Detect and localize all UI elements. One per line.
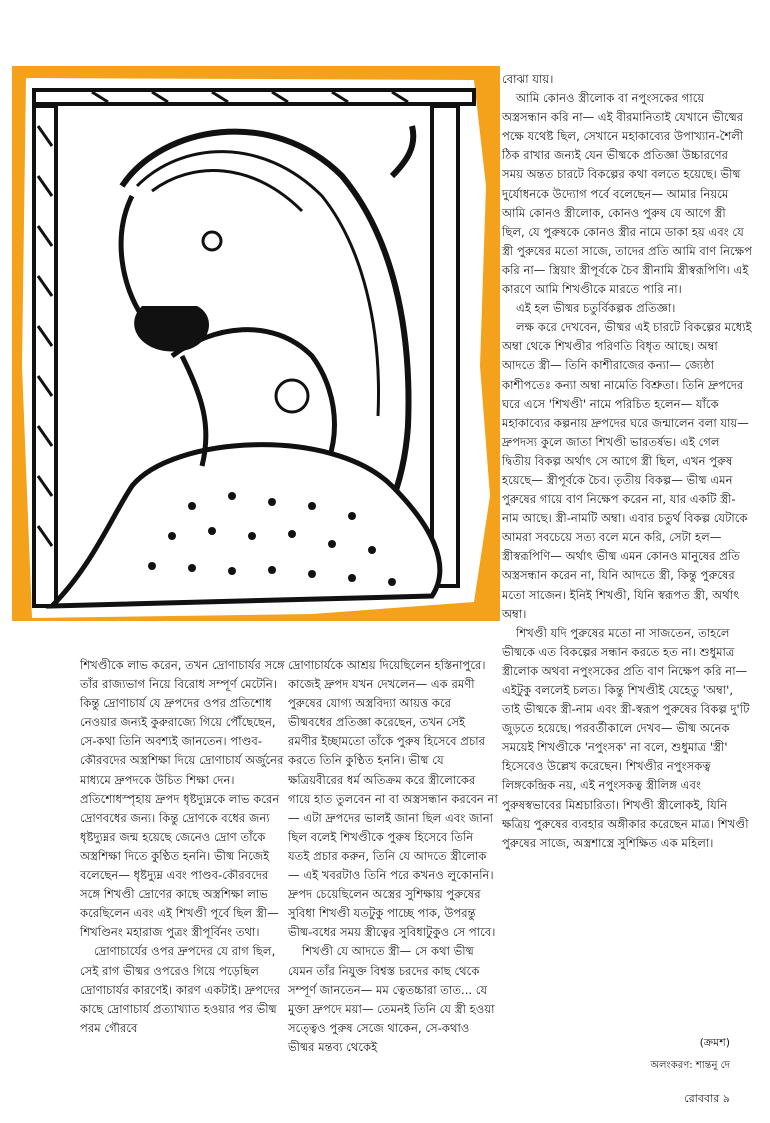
illustration-credit: অলংকরণ: শান্তনু দে [650,1060,730,1071]
paragraph: শিখণ্ডীকে লাভ করেন, তখন দ্রোণাচার্যর সঙ্গে তাঁর রাজ্যভাগ নিয়ে বিরোধ সম্পূর্ণ মেটেনি। কিন্তু দ্রোণাচার্য যে দ্রুপদের ওপর প্রতিশোধ নেওয়ার জন্যই কুরুরাজ্যে গিয়ে পৌঁছেছেন, সে-কথা তিনি অবশ্যই জানতেন। পাণ্ডব-কৌরবদের অস্ত্রশিক্ষা দিয়ে দ্রোণাচার্য অর্জুনের মাধ্যমে দ্রুপদকে উচিত শিক্ষা দেন। প্রতিশোধস্পৃহায় দ্রুপদ ধৃষ্টদ্যুম্নকে লাভ করেন দ্রোণবধের জন্য। কিন্তু দ্রোণকে বধের জন্য ধৃষ্টদ্যুম্নর জন্ম হয়েছে জেনেও দ্রোণ তাঁকে অস্ত্রশিক্ষা দিতে কুণ্ঠিত হননি। ভীষ্ম নিজেই বলেছেন— ধৃষ্টদ্যুম্ন এবং পাণ্ডব-কৌরবদের সঙ্গে শিখণ্ডী দ্রোণের কাছে অস্ত্রশিক্ষা লাভ করেছিলেন এবং এই শিখণ্ডী পূর্বে ছিল স্ত্রী— শিখণ্ডিনং মহারাজ পুত্রং স্ত্রীপূর্বিনং তথা। [80,658,285,940]
paragraph: শিখণ্ডী যে আদতে স্ত্রী— সে কথা ভীষ্ম যেমন তাঁর নিযুক্ত বিশ্বস্ত চরদের কাছ থেকে সম্পূর্ণ জানতেন— মম ত্বেতচ্চারা তাত... যে মুক্তা দ্রুপদে ময়া— তেমনই তিনি যে স্ত্রী হওয়া সত্ত্বেও পুরুষ সেজে থাকেন, সে-কথাও ভীষ্মর মন্তব্য থেকেই [288,944,495,1054]
page-number: রোববার ৯ [684,1092,730,1105]
continued-label: (ক্রমশ) [699,1036,730,1049]
article-column-left [80,656,290,1038]
paragraph: শিখণ্ডী যদি পুরুষের মতো না সাজতেন, তাহলে ভীষ্মকে এত বিকল্পের সন্ধান করতে হত না। শুধুমাত্র স্ত্রীলোক অথবা নপুংসকের প্রতি বাণ নিক্ষেপ করি না— এইটুকু বললেই চলত। কিন্তু শিখণ্ডীই যেহেতু 'অম্বা', তাই ভীষ্মকে স্ত্রী-নাম এবং স্ত্রী-স্বরূপ পুরুষের বিকল্প দু'টি জুড়তে হয়েছে। পরবর্তীকালে দেখব— ভীষ্ম অনেক সময়েই শিখণ্ডীকে 'নপুংসক' না বলে, শুধুমাত্র 'স্ত্রী' হিসেবেও উল্লেখ করেছেন। শিখণ্ডীর নপুংসকত্ব লিঙ্গকেন্দ্রিক নয়, এই নপুংসকত্ব স্ত্রীলিঙ্গ এবং পুরুষস্বভাবের মিশ্রচারিতা। শিখণ্ডী স্ত্রীলোকই, যিনি ক্ষত্রিয় পুরুষের ব্যবহার অঙ্গীকার করেছেন মাত্র। শিখণ্ডী পুরুষের সাজে, অস্ত্রশাস্ত্রে সুশিক্ষিত এক মহিলা। [502,625,750,850]
paragraph: আমি কোনও স্ত্রীলোক বা নপুংসকের গায়ে অস্ত্রসন্ধান করি না— এই বীরমানিতাই যেখানে ভীষ্মের পক্ষে যথেষ্ট ছিল, সেখানে মহাকাব্যের উপাখ্যান-শৈলী ঠিক রাখার জন্যই যেন ভীষ্মকে প্রতিজ্ঞা উচ্চারণের সময় অন্তত চারটে বিকল্পের কথা বলতে হয়েছে। ভীষ্ম দুর্যোধনকে উদ্যোগ পর্বে বলেছেন— আমার নিয়মে আমি কোনও স্ত্রীলোক, কোনও পুরুষ যে আগে স্ত্রী ছিল, যে পুরুষকে কোনও স্ত্রীর নামে ডাকা হয় এবং যে স্ত্রী পুরুষের মতো সাজে, তাদের প্রতি আমি বাণ নিক্ষেপ করি না— স্ত্রিয়াং স্ত্রীপূর্বকে চৈব স্ত্রীনামি স্ত্রীস্বরূপিণি। এই কারণে আমি শিখণ্ডীকে মারতে পারি না। [502,91,752,297]
woman-illustration-icon [12,66,500,621]
paragraph: বোঝা যায়। [502,72,554,86]
paragraph: লক্ষ করে দেখবেন, ভীষ্মর এই চারটে বিকল্পের মধ্যেই অম্বা থেকে শিখণ্ডীর পরিণতি বিধৃত আছে। অম্বা আদতে স্ত্রী— তিনি কাশীরাজের কন্যা— জ্যেষ্ঠা কাশীপতেঃ কন্যা অম্বা নামেতি বিশ্রুতা। তিনি দ্রুপদের ঘরে এসে 'শিখণ্ডী' নামে পরিচিত হলেন— যাঁকে মহাকাব্যের কল্পনায় দ্রুপদের ঘরে জন্মালেন বলা যায়— দ্রুপদস্য কুলে জাতা শিখণ্ডী ভারতর্ষভ। এই গেল দ্বিতীয় বিকল্প অর্থাৎ সে আগে স্ত্রী ছিল, এখন পুরুষ হয়েছে— স্ত্রীপূর্বকে চৈব। তৃতীয় বিকল্প— ভীষ্ম এমন পুরুষের গায়ে বাণ নিক্ষেপ করেন না, যার একটি স্ত্রী-নাম আছে। স্ত্রী-নামটি অম্বা। এবার চতুর্থ বিকল্প যেটাকে আমরা সবচেয়ে সত্য বলে মনে করি, সেটা হল— স্ত্রীস্বরূপিণি— অর্থাৎ ভীষ্ম এমন কোনও মানুষের প্রতি অস্ত্রসন্ধান করেন না, যিনি আদতে স্ত্রী, কিন্তু পুরুষের মতো সাজেন। ইনিই শিখণ্ডী, যিনি স্বরূপত স্ত্রী, অর্থাৎ অম্বা। [502,320,752,621]
article-column-right [502,70,752,853]
article-column-middle [288,656,498,1057]
illustration [12,66,500,621]
paragraph: এই হল ভীষ্মর চতুর্বিকল্পক প্রতিজ্ঞা। [516,301,676,316]
paragraph: দ্রোণাচার্যের ওপর দ্রুপদের যে রাগ ছিল, সেই রাগ ভীষ্মর ওপরেও গিয়ে পড়েছিল দ্রোণাচার্যর কারণেই। কারণ একটাই। দ্রুপদের কাছে দ্রোণাচার্য প্রত্যাখ্যাত হওয়ার পর ভীষ্ম পরম গৌরবে [80,944,281,1035]
paragraph: দ্রোণাচার্যকে আশ্রয় দিয়েছিলেন হস্তিনাপুরে। কাজেই দ্রুপদ যখন দেখলেন— এক রমণী পুরুষের যোগ্য অস্ত্রবিদ্যা আয়ত্ত করে ভীষ্মবধের প্রতিজ্ঞা করেছেন, তখন সেই রমণীর ইচ্ছামতো তাঁকে পুরুষ হিসেবে প্রচার করতে তিনি কুণ্ঠিত হননি। ভীষ্ম যে ক্ষত্রিয়বীরের ধর্ম অতিক্রম করে স্ত্রীলোকের গায়ে হাত তুলবেন না বা অস্ত্রসন্ধান করবেন না— এটা দ্রুপদের ভালই জানা ছিল এবং জানা ছিল বলেই শিখণ্ডীকে পুরুষ হিসেবে তিনি যতই প্রচার করুন, তিনি যে আদতে স্ত্রীলোক— এই খবরটাও তিনি পরে কখনও লুকোননি। দ্রুপদ চেয়েছিলেন অস্ত্রের সুশিক্ষায় পুরুষের সুবিধা শিখণ্ডী যতটুকু পাচ্ছে পাক, উপরন্তু ভীষ্ম-বধের সময় স্ত্রীত্বের সুবিধাটুকুও সে পাবে। [288,658,498,940]
